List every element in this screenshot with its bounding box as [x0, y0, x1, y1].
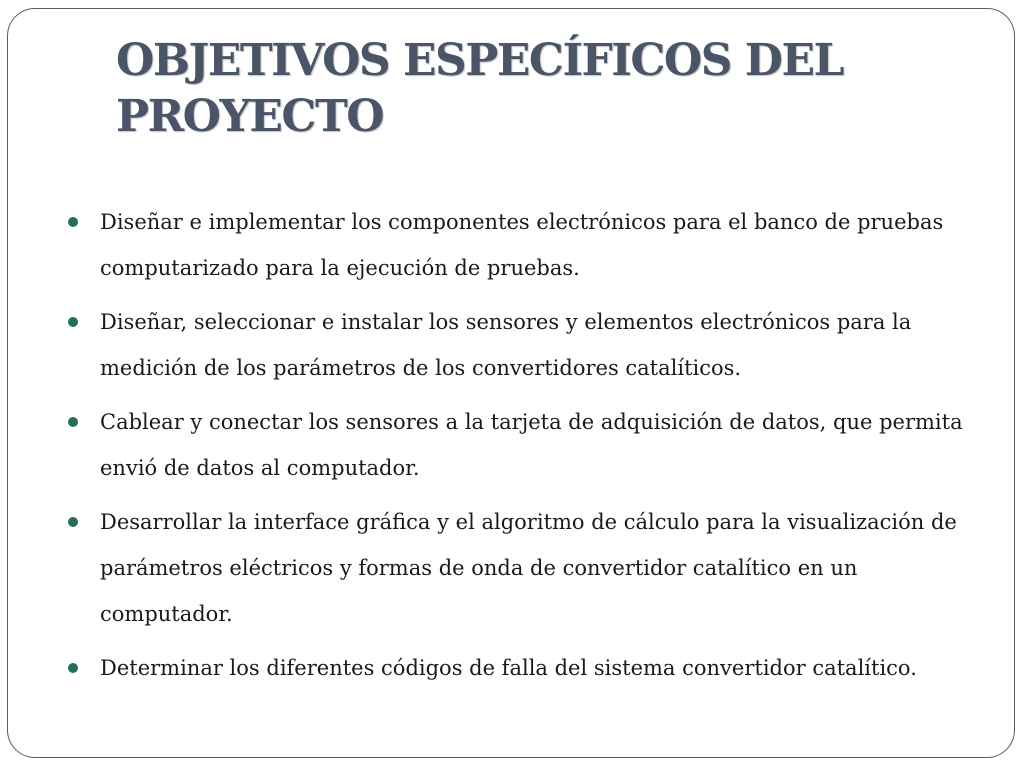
- list-item: [68, 499, 973, 637]
- bullet-dot-icon: [68, 317, 78, 327]
- bullet-dot-icon: [68, 663, 78, 673]
- slide-frame: [7, 8, 1015, 758]
- bullet-dot-icon: [68, 517, 78, 527]
- list-item: [68, 299, 973, 391]
- bullet-text: Diseñar e implementar los componentes electrónicos para el banco de pruebas computarizado para la ejecución de pruebas.: [100, 210, 944, 280]
- list-item: [68, 645, 973, 691]
- bullet-text: Cablear y conectar los sensores a la tarjeta de adquisición de datos, que permita envió de datos al computador.: [100, 410, 963, 480]
- bullet-text: Desarrollar la interface gráfica y el algoritmo de cálculo para la visualización de parámetros eléctricos y formas de onda de convertidor catalítico en un computador.: [100, 510, 957, 626]
- bullet-dot-icon: [68, 217, 78, 227]
- list-item: [68, 399, 973, 491]
- list-item: [68, 199, 973, 291]
- slide-title: OBJETIVOS ESPECÍFICOS DEL PROYECTO: [116, 35, 843, 142]
- bullet-text: Determinar los diferentes códigos de falla del sistema convertidor catalítico.: [100, 656, 917, 680]
- bullet-text: Diseñar, seleccionar e instalar los sensores y elementos electrónicos para la medición de los parámetros de los convertidores catalíticos.: [100, 310, 912, 380]
- objectives-list: [68, 199, 973, 699]
- bullet-dot-icon: [68, 417, 78, 427]
